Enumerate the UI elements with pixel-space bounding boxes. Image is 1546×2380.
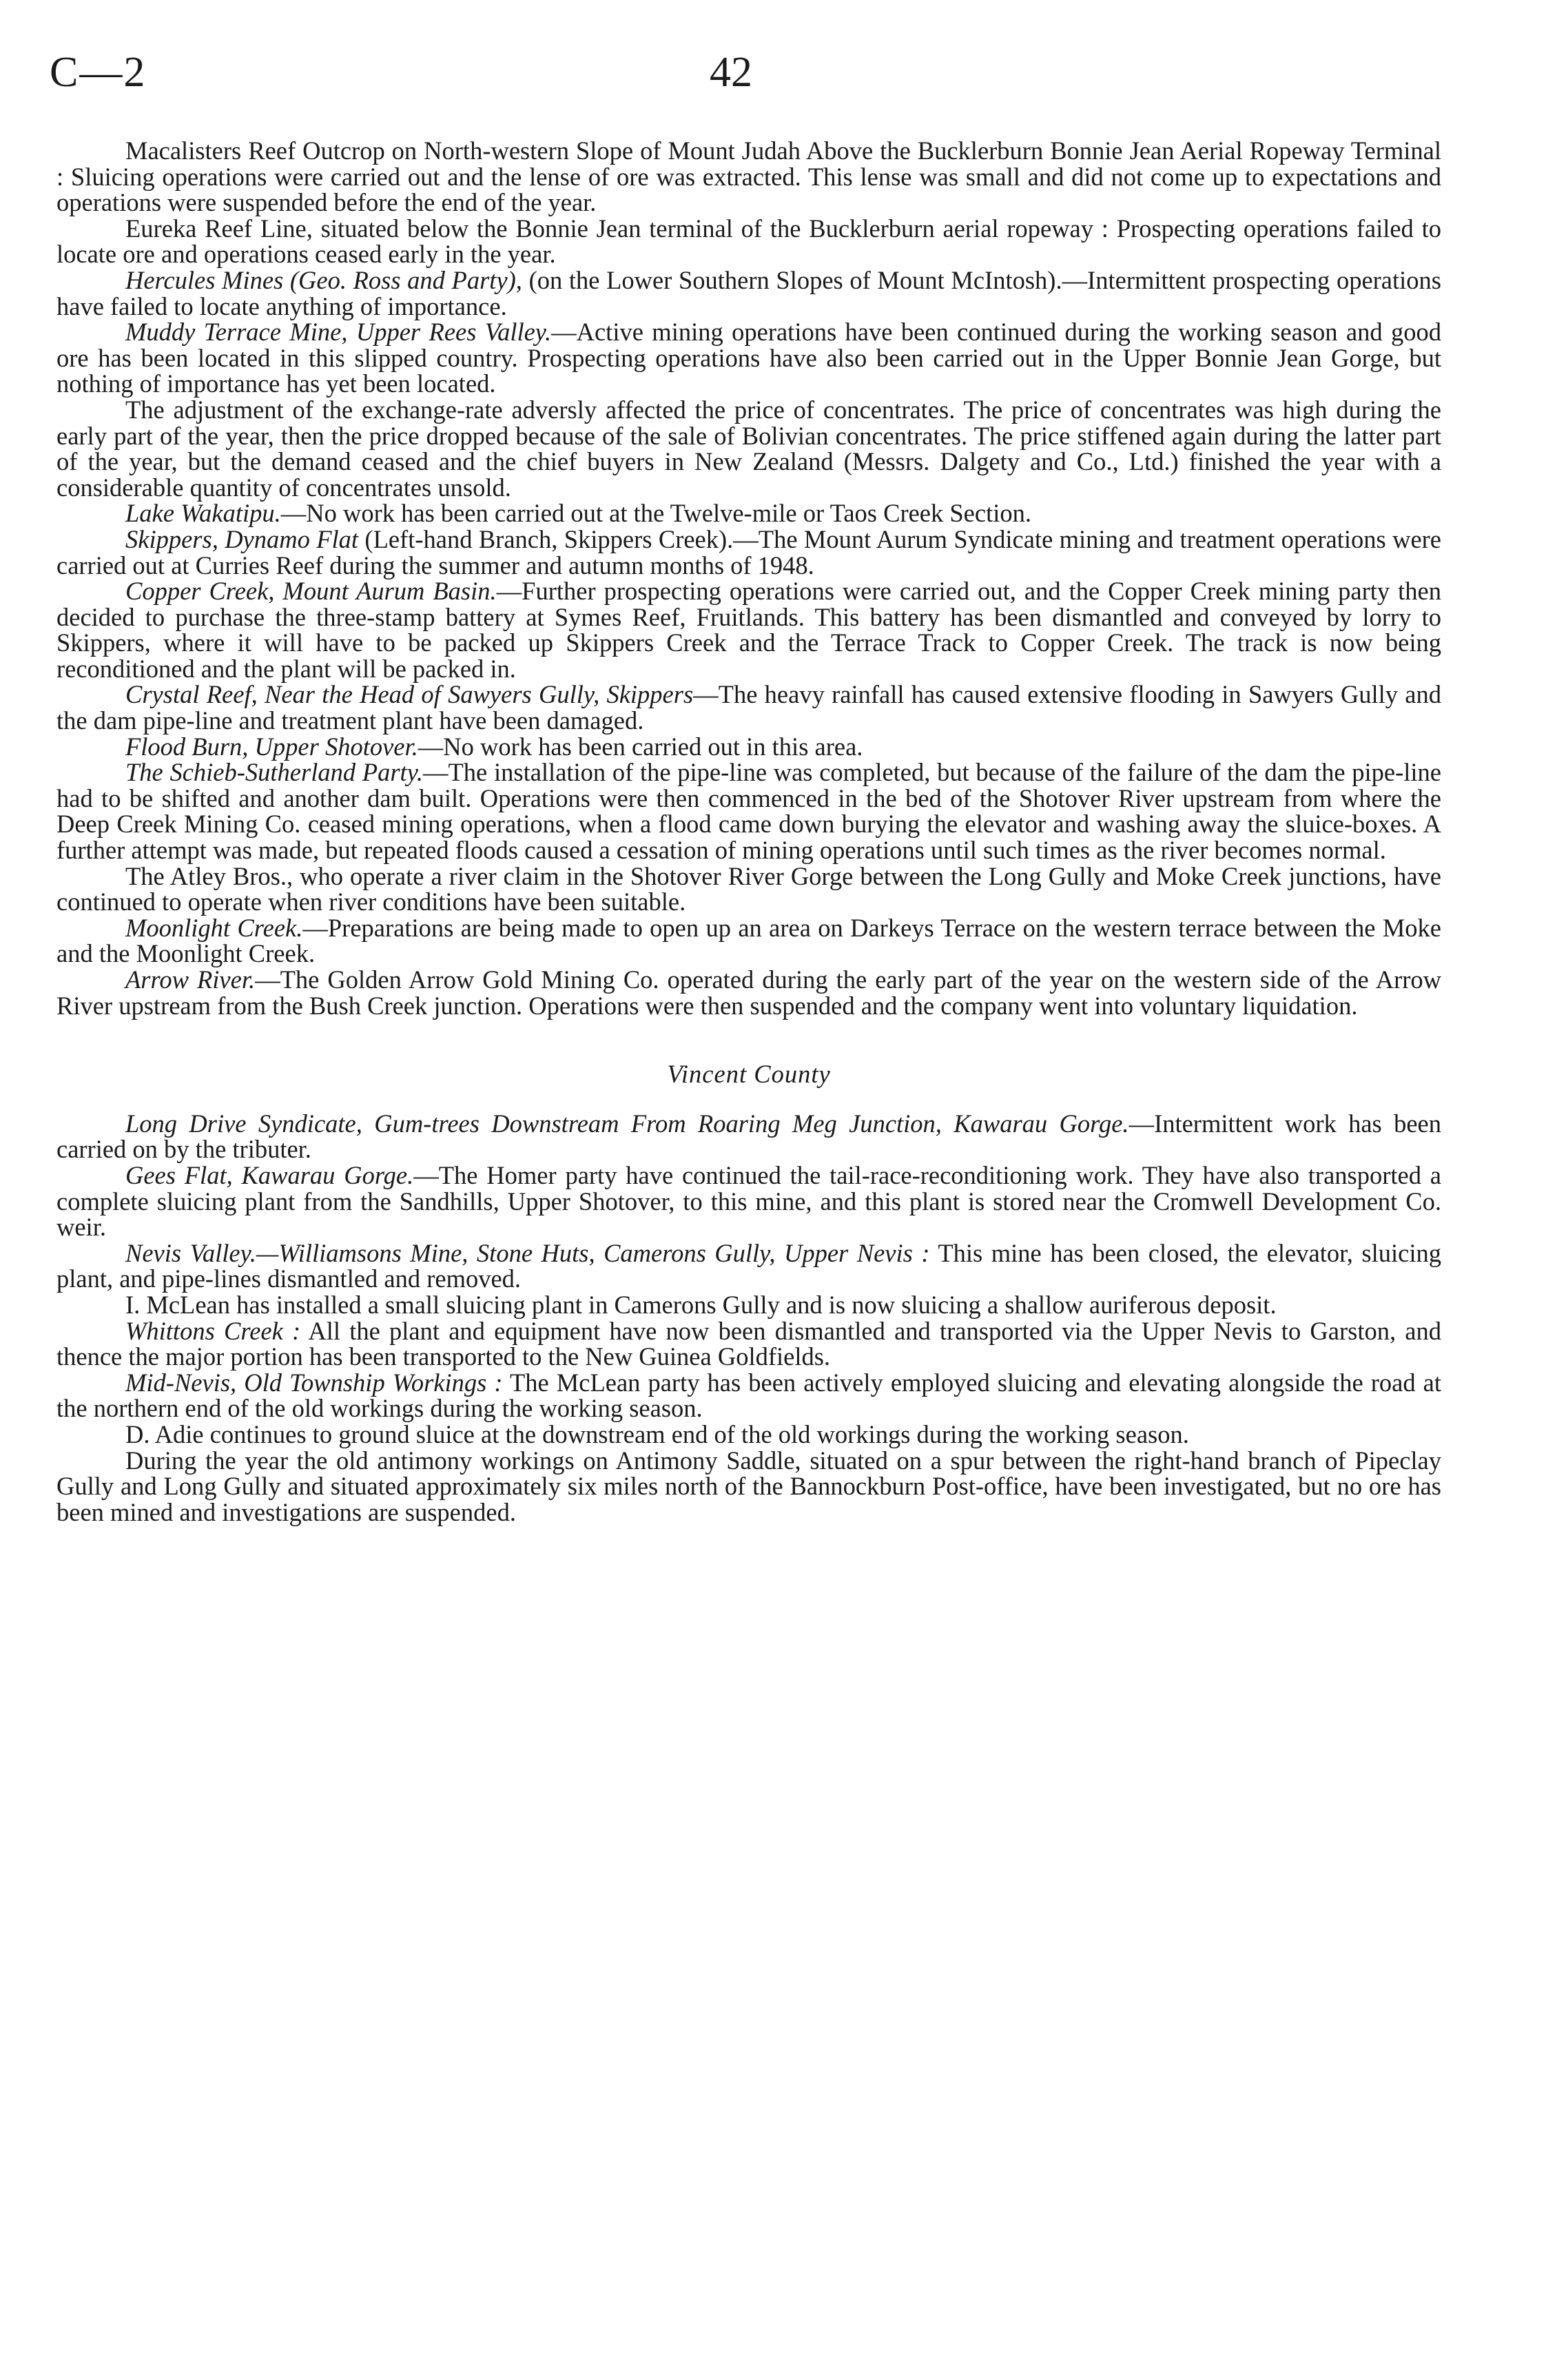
paragraph: Flood Burn, Upper Shotover.—No work has been carried out in this area. [125,732,863,761]
paragraph: Gees Flat, Kawarau Gorge.—The Homer party have continued the tail-race-reconditioning work. They have also transported a complete sluicing plant from the Sandhills, Upper Shotover, to this mine, and this plant is stored near the Cromwell Development Co. weir. [56,1160,1441,1242]
report-body [56,138,1441,1525]
report-reference: C—2 [50,49,147,96]
page-number: 42 [710,49,752,96]
paragraph: Macalisters Reef Outcrop on North-western Slope of Mount Judah Above the Bucklerburn Bonnie Jean Aerial Ropeway Terminal : Sluicing operations were carried out and the lense of ore was extracted. This lense was small and did not come up to expectations and operations were suspended before the end of the year. [56,136,1441,217]
paragraph: The Atley Bros., who operate a river claim in the Shotover River Gorge between the Long Gully and Moke Creek junctions, have continued to operate when river conditions have been suitable. [56,861,1441,916]
paragraph: Hercules Mines (Geo. Ross and Party), (on the Lower Southern Slopes of Mount McIntosh).—Intermittent prospecting operations have failed to locate anything of importance. [56,265,1441,320]
paragraph: Long Drive Syndicate, Gum-trees Downstream From Roaring Meg Junction, Kawarau Gorge.—Intermittent work has been carried on by the tributer. [56,1109,1441,1164]
paragraph: Muddy Terrace Mine, Upper Rees Valley.—Active mining operations have been continued during the working season and good ore has been located in this slipped country. Prospecting operations have also been carried out in the Upper Bonnie Jean Gorge, but nothing of importance has yet been located. [56,318,1441,398]
paragraph: The adjustment of the exchange-rate adversly affected the price of concentrates. The price of concentrates was high during the early part of the year, then the price dropped because of the sale of Bolivian concentrates. The price stiffened again during the latter part of the year, but the demand ceased and the chief buyers in New Zealand (Messrs. Dalgety and Co., Ltd.) finished the year with a considerable quantity of concentrates unsold. [56,395,1441,502]
paragraph: Copper Creek, Mount Aurum Basin.—Further prospecting operations were carried out, and the Copper Creek mining party then decided to purchase the three-stamp battery at Symes Reef, Fruitlands. This battery has been dismantled and conveyed by lorry to Skippers, where it will have to be packed up Skippers Creek and the Terrace Track to Copper Creek. The track is now being reconditioned and the plant will be packed in. [56,577,1441,683]
paragraph: Arrow River.—The Golden Arrow Gold Mining Co. operated during the early part of the year on the western side of the Arrow River upstream from the Bush Creek junction. Operations were then suspended and the company went into voluntary liquidation. [56,965,1441,1020]
paragraph: Nevis Valley.—Williamsons Mine, Stone Huts, Camerons Gully, Upper Nevis : This mine has been closed, the elevator, sluicing plant, and pipe-lines dismantled and removed. [56,1238,1441,1293]
paragraph: Lake Wakatipu.—No work has been carried out at the Twelve-mile or Taos Creek Section. [125,499,1031,528]
paragraph: Crystal Reef, Near the Head of Sawyers Gully, Skippers—The heavy rainfall has caused extensive flooding in Sawyers Gully and the dam pipe-line and treatment plant have been damaged. [56,680,1441,735]
paragraph: D. Adie continues to ground sluice at the downstream end of the old workings during the working season. [125,1419,1189,1448]
paragraph: Whittons Creek : All the plant and equipment have now been dismantled and transported via the Upper Nevis to Garston, and thence the major portion has been transported to the New Guinea Goldfields. [56,1316,1442,1371]
paragraph: Skippers, Dynamo Flat (Left-hand Branch, Skippers Creek).—The Mount Aurum Syndicate mining and treatment operations were carried out at Curries Reef during the summer and autumn months of 1948. [56,524,1442,579]
paragraph: Mid-Nevis, Old Township Workings : The McLean party has been actively employed sluicing and elevating alongside the road at the northern end of the old workings during the working season. [56,1368,1441,1423]
paragraph: During the year the old antimony workings on Antimony Saddle, situated on a spur between the right-hand branch of Pipeclay Gully and Long Gully and situated approximately six miles north of the Bannockburn Post-office, have been investigated, but no ore has been mined and investigations are suspended. [56,1446,1441,1526]
paragraph: The Schieb-Sutherland Party.—The installation of the pipe-line was completed, but because of the failure of the dam the pipe-line had to be shifted and another dam built. Operations were then commenced in the bed of the Shotover River upstream from where the Deep Creek Mining Co. ceased mining operations, when a flood came down burying the elevator and washing away the sluice-boxes. A further attempt was made, but repeated floods caused a cessation of mining operations until such times as the river becomes normal. [56,758,1441,865]
paragraph: Eureka Reef Line, situated below the Bonnie Jean terminal of the Bucklerburn aerial ropeway : Prospecting operations failed to locate ore and operations ceased early in the year. [56,214,1441,269]
paragraph: Moonlight Creek.—Preparations are being made to open up an area on Darkeys Terrace on the western terrace between the Moke and the Moonlight Creek. [56,913,1442,968]
paragraph: I. McLean has installed a small sluicing plant in Camerons Gully and is now sluicing a shallow auriferous deposit. [125,1290,1277,1319]
section-heading: Vincent County [667,1060,831,1089]
